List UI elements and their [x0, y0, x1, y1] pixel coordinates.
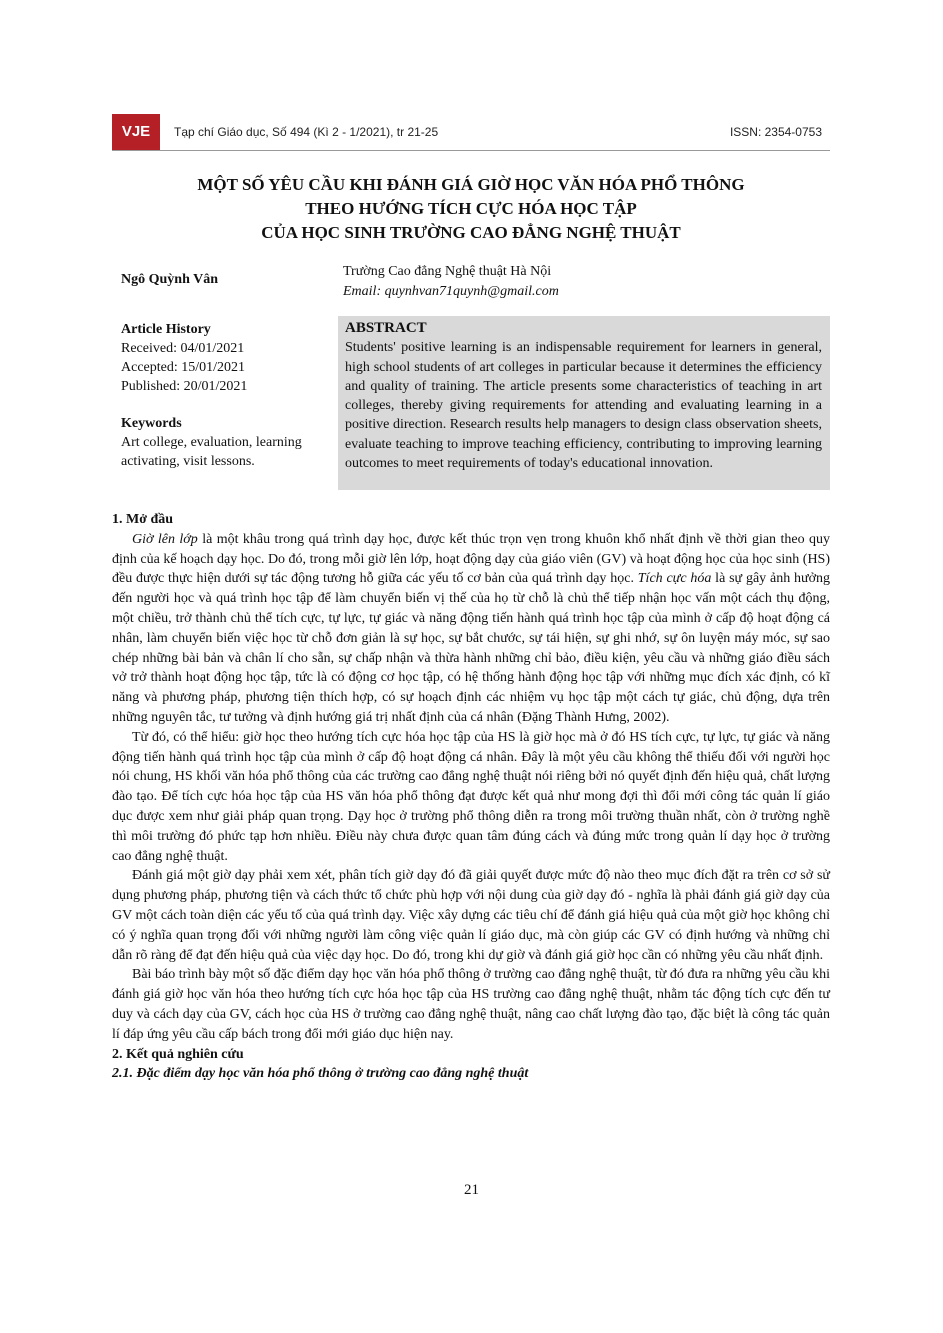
section-heading-1: 1. Mở đầu — [112, 512, 174, 527]
section-heading-2: 2. Kết quả nghiên cứu — [112, 1046, 244, 1062]
article-title — [112, 173, 830, 245]
keywords-text: Art college, evaluation, learning activating, visit lessons. — [121, 435, 302, 469]
received-date: Received: 04/01/2021 — [121, 341, 245, 356]
article-history-heading: Article History — [121, 322, 211, 337]
page-number: 21 — [464, 1182, 479, 1198]
abstract-heading: ABSTRACT — [345, 320, 427, 336]
affiliation: Trường Cao đẳng Nghệ thuật Hà Nội — [343, 264, 552, 279]
term-gio-len-lop: Giờ lên lớp — [132, 531, 198, 547]
author-email: Email: quynhvan71quynh@gmail.com — [343, 284, 559, 299]
paragraph-1: Giờ lên lớp là một khâu trong quá trình dạy học, được kết thúc trọn vẹn trong khuôn khổ nhất định về thời gian theo quy định của kế hoạch dạy học. Do đó, trong mỗi giờ lên lớp, hoạt động dạy của giáo viên (GV) và hoạt động học của học sinh (HS) đều được thực hiện dưới sự tác động tương hỗ giữa các yếu tố cơ bản của quá trình dạy học. Tích cực hóa là sự gây ảnh hưởng đến người học và quá trình học tập để làm chuyển biến vị thế của họ từ chỗ là chủ thể tiếp nhận học vấn một cách thụ động, một chiều, trở thành chủ thể tích cực, tự lực, tự giác và năng động tiến hành quá trình học tập của mình ở cấp độ hoạt động cá nhân, làm chuyển biến việc học từ chỗ đơn giản là sự học, sự bắt chước, sự tái hiện, sự ghi nhớ, sự ôn luyện máy móc, sự sao chép những bài bản và chân lí cho sẵn, sự chấp nhận và thừa hành những chỉ bảo, điều kiện, yêu cầu và những giáo điều sách vở trở thành hoạt động học tập, tức là có động cơ học tập, có hệ thống hành động học tập với những mục đích xác định, có kĩ năng và phương pháp, phương tiện thích hợp, có sự hoạch định các nhiệm vụ học tập một cách tự giác, chủ động, dựa trên những nguyên tắc, tư tưởng và định hướng giá trị nhất định của cá nhân (Đặng Thành Hưng, 2002). — [112, 531, 831, 725]
keywords-heading: Keywords — [121, 416, 182, 431]
title-line-2: THEO HƯỚNG TÍCH CỰC HÓA HỌC TẬP — [305, 199, 637, 218]
paragraph-4: Bài báo trình bày một số đặc điểm dạy học văn hóa phổ thông ở trường cao đẳng nghệ thuật, từ đó đưa ra những yêu cầu khi đánh giá giờ học văn hóa theo hướng tích cực hóa học tập của HS trường cao đẳng nghệ thuật, nhằm tác động tích cực đến tư duy và cách dạy của GV, cách học của HS ở trường cao đẳng nghệ thuật, nâng cao chất lượng đào tạo, đặc biệt là công tác quản lí đáp ứng yêu cầu cấp bách trong đổi mới giáo dục hiện nay. — [112, 967, 830, 1042]
journal-citation: Tạp chí Giáo dục, Số 494 (Kì 2 - 1/2021), tr 21-25 — [174, 125, 439, 139]
accepted-date: Accepted: 15/01/2021 — [121, 360, 246, 375]
article-body — [112, 510, 830, 1084]
paragraph-2: Từ đó, có thể hiểu: giờ học theo hướng tích cực hóa học tập của HS là giờ học mà ở đó HS tích cực, tự lực, tự giác và năng động tiến hành quá trình học tập của mình ở cấp độ hoạt động cá nhân. Đây là một yêu cầu không thể thiếu đối với người học nói chung, HS khối văn hóa phổ thông của các trường cao đẳng nghệ thuật nói riêng bởi nó quyết định đến hiệu quả, chất lượng đào tạo. Để tích cực hóa học tập của HS văn hóa phổ thông đạt được kết quả như mong đợi thì đổi mới công tác quản lí giáo dục được xem như giải pháp quan trọng. Dạy học ở trường phổ thông diễn ra trong môi trường thuần nhất, còn ở trường nghề thì môi trường đó phức tạp hơn nhiều. Điều này chưa được quan tâm đúng cách và đúng mức trong quản lí dạy học ở trường cao đẳng nghệ thuật. — [112, 729, 830, 864]
abstract-box — [338, 316, 830, 490]
journal-header — [112, 114, 830, 151]
paragraph-3: Đánh giá một giờ dạy phải xem xét, phân tích giờ dạy đó đã giải quyết được mức độ nào theo mục đích đặt ra trên cơ sở sử dụng phương pháp, phương tiện và cách thức tổ chức phù hợp với nội dung của giờ dạy đó - nghĩa là phải đánh giá giờ dạy của GV một cách toàn diện các yếu tố của quá trình dạy. Việc xây dựng các tiêu chí để đánh giá hiệu quả của một giờ học không chỉ có ý nghĩa quan trọng đối với những người làm công việc quản lí giáo dục, mà còn giúp các GV có định hướng và những chỉ dẫn rõ ràng để đạt đến hiệu quả của việc dạy học. Do đó, trong khi dự giờ và đánh giá giờ học cần có những yêu cầu nhất định. — [112, 868, 830, 963]
author-name: Ngô Quỳnh Vân — [121, 272, 219, 287]
title-line-1: MỘT SỐ YÊU CẦU KHI ĐÁNH GIÁ GIỜ HỌC VĂN HÓA PHỔ THÔNG — [197, 175, 745, 194]
term-tich-cuc-hoa: Tích cực hóa — [637, 571, 712, 587]
author-affiliation-block — [343, 262, 559, 302]
title-line-3: CỦA HỌC SINH TRƯỜNG CAO ĐẲNG NGHỆ THUẬT — [261, 223, 681, 242]
published-date: Published: 20/01/2021 — [121, 379, 248, 394]
article-info — [121, 320, 321, 471]
abstract-text: Students' positive learning is an indispensable requirement for learners in general, high school students of art colleges in particular because it determines the efficiency and quality of training. The article presents some characteristics of teaching in art colleges, thereby giving requirements for attending and evaluating learning in a positive direction. Research results help managers to design class observation sheets, evaluate teaching to improve teaching efficiency, contributing to improving learning outcomes to meet requirements of today's educational innovation. — [345, 340, 822, 472]
journal-badge: VJE — [112, 114, 160, 150]
subsection-heading-2-1: 2.1. Đặc điểm dạy học văn hóa phổ thông ở trường cao đẳng nghệ thuật — [112, 1066, 529, 1082]
issn: ISSN: 2354-0753 — [729, 125, 822, 139]
